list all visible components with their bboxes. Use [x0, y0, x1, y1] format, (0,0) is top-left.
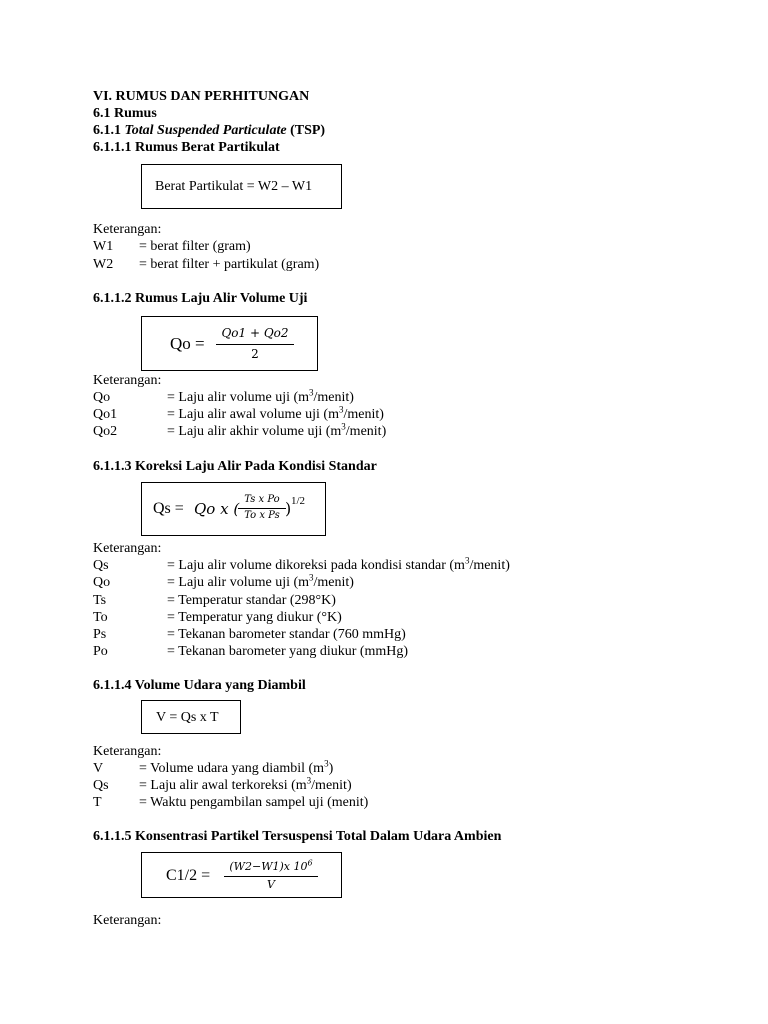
koreksi-close-paren: ) — [285, 499, 292, 518]
legend-key: Po — [93, 644, 108, 659]
laju-alir-heading: 6.1.1.2 Rumus Laju Alir Volume Uji — [93, 291, 308, 306]
legend-key: Qo — [93, 575, 111, 590]
fraction-bar — [238, 508, 286, 509]
legend-key: W1 — [93, 239, 114, 254]
tsp-heading-italic: Total Suspended Particulate — [124, 123, 287, 138]
konsentrasi-lhs: C1/2 = — [166, 867, 211, 884]
legend-value: = Waktu pengambilan sampel uji (menit) — [139, 795, 369, 810]
laju-alir-formula-box — [141, 316, 318, 371]
berat-partikulat-formula-box — [141, 164, 342, 209]
legend-key: Ts — [93, 593, 107, 608]
legend-value: = Laju alir volume dikoreksi pada kondisi standar $(m^3/menit)$ — [167, 555, 510, 573]
koreksi-exponent: 1/2 — [291, 495, 306, 507]
keterangan-label-3: Keterangan: — [93, 541, 162, 556]
tsp-heading-tail: (TSP) — [290, 123, 326, 138]
legend-value: = Tekanan barometer yang diukur (mmHg) — [167, 644, 409, 659]
laju-alir-fraction — [216, 326, 294, 364]
keterangan-label-2: Keterangan: — [93, 373, 162, 388]
volume-formula-box — [141, 700, 241, 734]
koreksi-heading: 6.1.1.3 Koreksi Laju Alir Pada Kondisi Standar — [93, 459, 377, 474]
legend-key: V — [93, 761, 104, 776]
legend-value: = Volume udara yang diambil $(m^3)$ — [139, 758, 334, 776]
fraction-numerator: Ts x Po — [244, 494, 280, 505]
fraction-denominator: To x Ps — [244, 510, 280, 521]
legend-key: W2 — [93, 257, 114, 272]
legend-value: = Tekanan barometer standar (760 mmHg) — [167, 627, 406, 642]
koreksi-lhs: Qs = — [153, 500, 184, 517]
legend-key: Qo — [93, 390, 111, 405]
legend-value: = Laju alir volume uji $(m^3/menit)$ — [167, 387, 354, 405]
berat-partikulat-heading: 6.1.1.1 Rumus Berat Partikulat — [93, 140, 280, 155]
volume-formula: V = Qs x T — [156, 710, 219, 725]
konsentrasi-formula-box — [141, 852, 342, 898]
section-heading: VI. RUMUS DAN PERHITUNGAN — [93, 89, 310, 104]
konsentrasi-heading: 6.1.1.5 Konsentrasi Partikel Tersuspensi Total Dalam Udara Ambien — [93, 829, 502, 844]
legend-key: Qo2 — [93, 424, 118, 439]
legend-key: Ps — [93, 627, 107, 642]
koreksi-fraction — [238, 494, 286, 526]
koreksi-formula-box — [141, 482, 326, 536]
legend-key: Qo1 — [93, 407, 118, 422]
laju-alir-lhs: Qo = — [170, 334, 205, 353]
volume-udara-heading: 6.1.1.4 Volume Udara yang Diambil — [93, 678, 306, 693]
legend-key: Qs — [93, 778, 109, 793]
legend-value: = berat filter + partikulat (gram) — [139, 257, 320, 272]
legend-value: = Laju alir awal terkoreksi $(m^3/menit)$ — [139, 775, 352, 793]
fraction-numerator: Qo1 + Qo2 — [221, 326, 289, 340]
fraction-numerator: (W2−W1)x $10^6$ — [229, 858, 313, 873]
keterangan-label-5: Keterangan: — [93, 913, 162, 928]
legend-value: = Laju alir akhir volume uji $(m^3/menit)$ — [167, 421, 387, 439]
legend-value: = Laju alir awal volume uji $(m^3/menit)$ — [167, 404, 384, 422]
legend-key: T — [93, 795, 102, 810]
tsp-heading — [93, 122, 325, 139]
legend-key: To — [93, 610, 108, 625]
legend-value: = Laju alir volume uji $(m^3/menit)$ — [167, 572, 354, 590]
fraction-denominator: V — [267, 878, 275, 891]
berat-partikulat-formula: Berat Partikulat = W2 – W1 — [155, 179, 313, 194]
tsp-heading-number: 6.1.1 — [93, 123, 121, 138]
konsentrasi-fraction — [224, 860, 318, 892]
fraction-bar — [224, 876, 318, 877]
keterangan-label-1: Keterangan: — [93, 222, 162, 237]
koreksi-mid: Qo x ( — [194, 500, 240, 518]
subsection-heading: 6.1 Rumus — [93, 106, 157, 121]
legend-value: = Temperatur yang diukur (°K) — [167, 610, 342, 625]
legend-value: = berat filter (gram) — [139, 239, 251, 254]
fraction-denominator: 2 — [251, 347, 259, 361]
fraction-bar — [216, 344, 294, 345]
keterangan-label-4: Keterangan: — [93, 744, 162, 759]
legend-value: = Temperatur standar (298°K) — [167, 593, 336, 608]
legend-key: Qs — [93, 558, 109, 573]
